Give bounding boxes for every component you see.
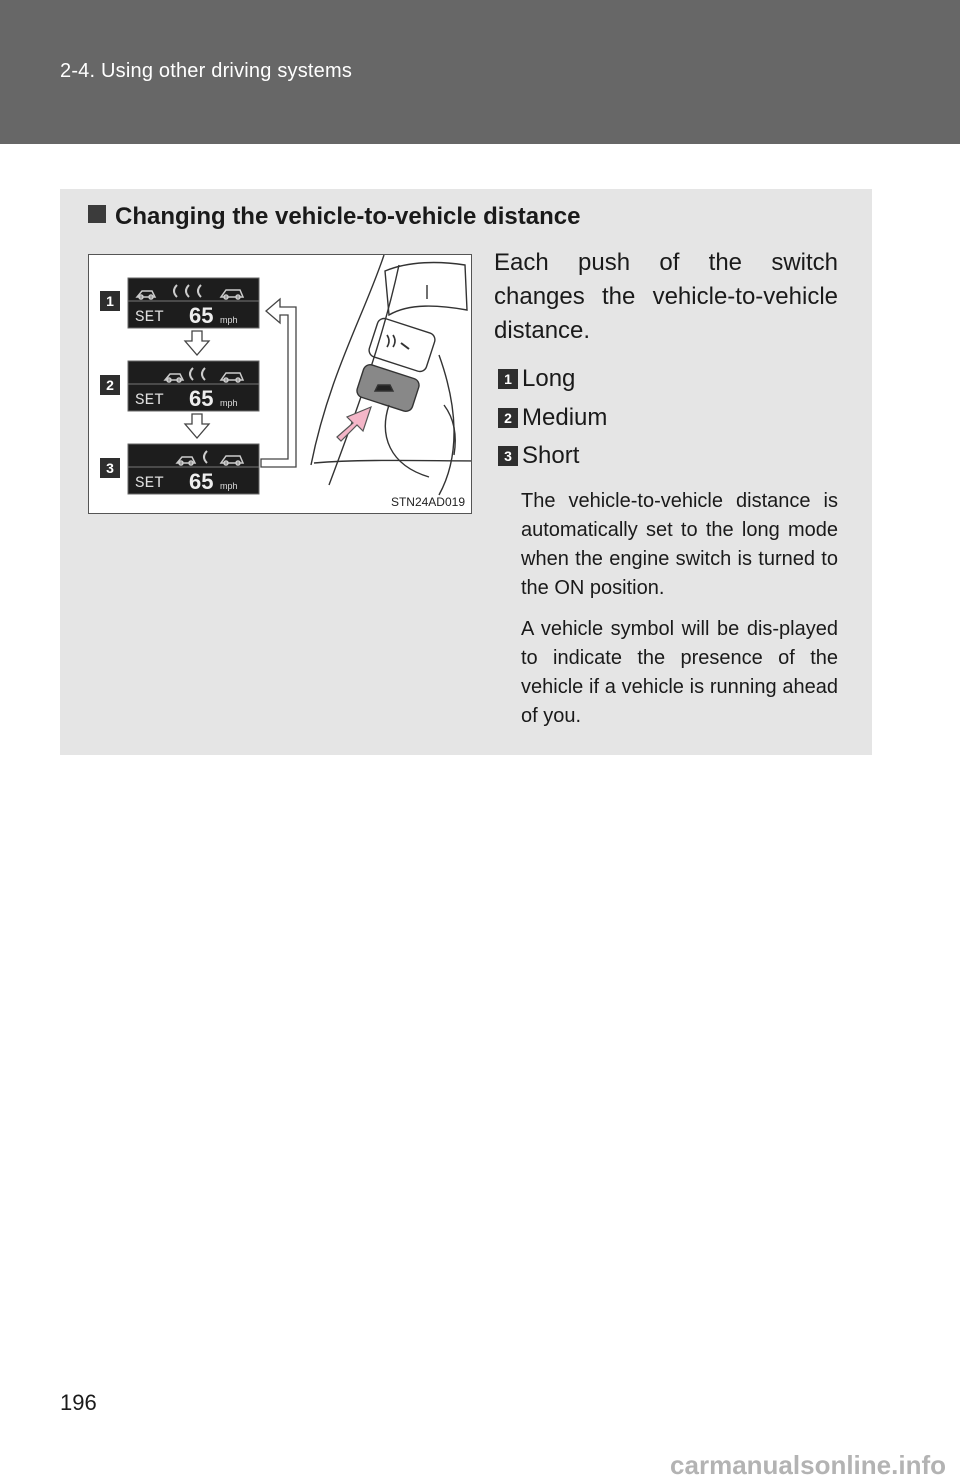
intro-text: Each push of the switch changes the vehicle-to-vehicle distance. [494, 249, 838, 344]
svg-text:mph: mph [220, 481, 238, 491]
figure-code: STN24AD019 [390, 495, 465, 509]
mode-number-badge: 2 [498, 408, 518, 428]
page-number: 196 [60, 1390, 97, 1415]
watermark: carmanualsonline.info [670, 1450, 946, 1480]
mode-label: Short [522, 442, 580, 469]
section-heading-text: Changing the vehicle-to-vehicle distance [115, 203, 581, 230]
note-default-mode: The vehicle-to-vehicle distance is automatically set to the long mode when the engine switch is turned to the ON position. [521, 490, 838, 599]
mode-number-badge: 1 [498, 369, 518, 389]
mode-item-short [498, 439, 579, 473]
mode-item-long [498, 362, 575, 396]
note-vehicle-symbol: A vehicle symbol will be dis-played to indicate the presence of the vehicle if a vehicle is running ahead of you. [521, 618, 838, 727]
figure-label-1 [100, 291, 120, 311]
header-section-title: 2-4. Using other driving systems [60, 60, 353, 82]
section-heading [88, 203, 580, 231]
display-panel-long [128, 278, 259, 328]
page-header [0, 0, 960, 144]
mode-number-badge: 3 [498, 446, 518, 466]
svg-text:65: 65 [189, 303, 214, 328]
display-panel-medium [128, 361, 259, 411]
svg-text:SET: SET [135, 474, 164, 492]
push-arrow-icon [337, 407, 371, 441]
svg-text:2: 2 [106, 377, 114, 393]
mode-label: Medium [522, 404, 608, 431]
figure-label-3 [100, 458, 120, 478]
svg-text:65: 65 [189, 469, 214, 494]
mode-item-medium [498, 401, 607, 435]
display-panel-short [128, 444, 259, 494]
svg-text:3: 3 [106, 460, 114, 476]
distance-switch-figure [88, 254, 472, 514]
svg-text:mph: mph [220, 398, 238, 408]
cycle-return-arrow-icon [261, 299, 296, 467]
mode-label: Long [522, 365, 576, 392]
heading-square-icon [88, 205, 106, 223]
svg-text:1: 1 [106, 293, 114, 309]
svg-text:65: 65 [189, 386, 214, 411]
svg-text:SET: SET [135, 308, 164, 326]
figure-illustration [89, 255, 472, 514]
steering-switch-illustration [311, 255, 472, 495]
svg-text:mph: mph [220, 315, 238, 325]
svg-text:SET: SET [135, 391, 164, 409]
figure-label-2 [100, 375, 120, 395]
